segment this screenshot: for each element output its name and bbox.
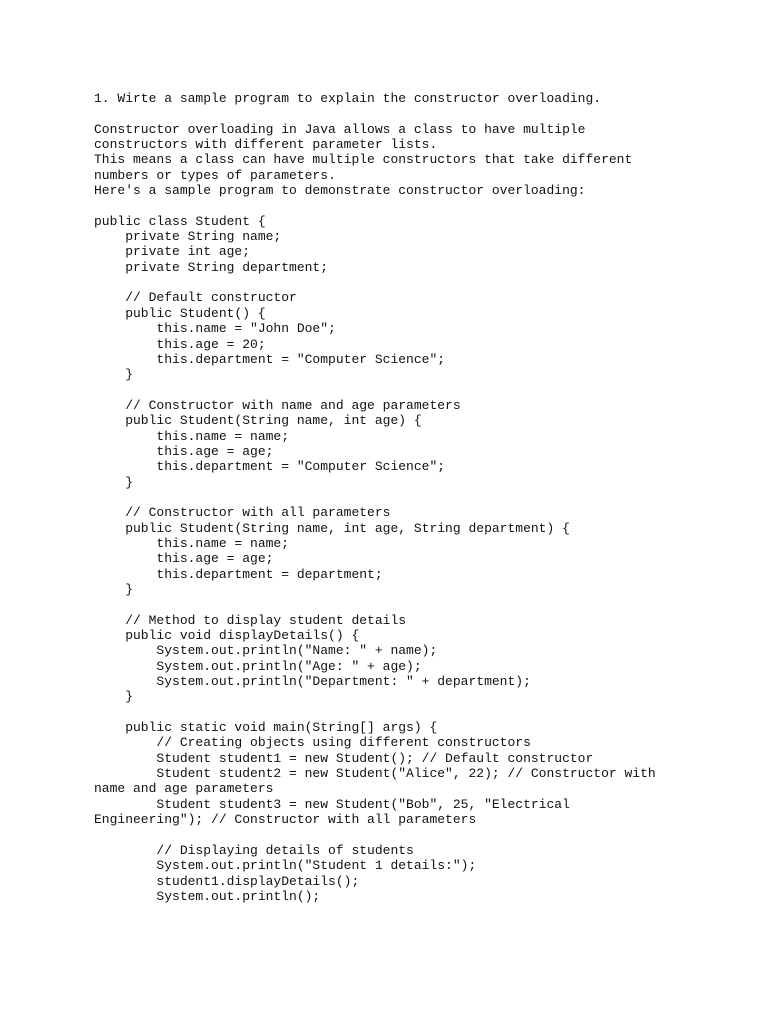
code-comment: // Constructor with all parameters [94,505,391,521]
code-line: } [94,582,134,597]
explanation-line: Constructor overloading in Java allows a class to have multiple [94,121,586,137]
code-line: System.out.println("Student 1 details:"); [94,858,477,874]
code-line: public static void main(String[] args) { [94,720,438,736]
code-line: this.department = "Computer Science"; [94,351,446,367]
code-line: this.name = name; [94,428,290,444]
code-comment: // Default constructor [94,290,297,306]
code-line: System.out.println("Name: " + name); [94,643,438,659]
blank-line [94,490,754,505]
blank-line [94,597,754,612]
blank-line [94,198,754,213]
code-comment: // Creating objects using different constructors [94,735,531,751]
code-line: Student student3 = new Student("Bob", 25, "Electrical [94,796,570,812]
code-line: this.age = age; [94,551,274,567]
code-comment: // Constructor with name and age parameters [94,397,461,413]
code-comment: // Method to display student details [94,612,407,628]
code-line: public Student(String name, int age) { [94,413,422,429]
blank-line [94,106,754,121]
code-line: private String department; [94,259,329,275]
blank-line [94,705,754,720]
explanation-line: This means a class can have multiple constructors that take different [94,152,633,168]
code-line: public class Student { [94,213,266,229]
code-line: } [94,689,134,705]
code-line: public Student(String name, int age, String department) { [94,520,570,536]
code-line: this.department = "Computer Science"; [94,459,446,475]
blank-line [94,275,754,290]
code-line: student1.displayDetails(); [94,873,360,889]
code-line: System.out.println(); [94,888,321,904]
explanation-line: constructors with different parameter lists. [94,137,438,153]
code-comment: // Displaying details of students [94,842,414,858]
code-line: Student student1 = new Student(); // Default constructor [94,750,594,766]
code-line-wrapped: Engineering"); // Constructor with all parameters [94,812,477,828]
code-line: private int age; [94,244,251,260]
code-line: } [94,474,134,490]
code-line-wrapped: name and age parameters [94,781,274,797]
document-page [94,91,754,904]
code-line: private String name; [94,229,282,245]
code-line: System.out.println("Department: " + department); [94,674,531,690]
question-heading: 1. Wirte a sample program to explain the constructor overloading. [94,91,602,106]
code-line: this.age = 20; [94,336,266,352]
blank-line [94,828,754,843]
code-line: this.name = name; [94,535,290,551]
code-line: this.department = department; [94,566,383,582]
code-line: System.out.println("Age: " + age); [94,658,422,674]
code-line: public Student() { [94,305,266,321]
explanation-line: Here's a sample program to demonstrate constructor overloading: [94,183,586,199]
code-line: public void displayDetails() { [94,628,360,644]
code-line: this.age = age; [94,443,274,459]
code-line: } [94,367,134,383]
code-line: Student student2 = new Student("Alice", 22); // Constructor with [94,766,656,782]
blank-line [94,383,754,398]
explanation-line: numbers or types of parameters. [94,167,336,183]
code-line: this.name = "John Doe"; [94,321,336,337]
